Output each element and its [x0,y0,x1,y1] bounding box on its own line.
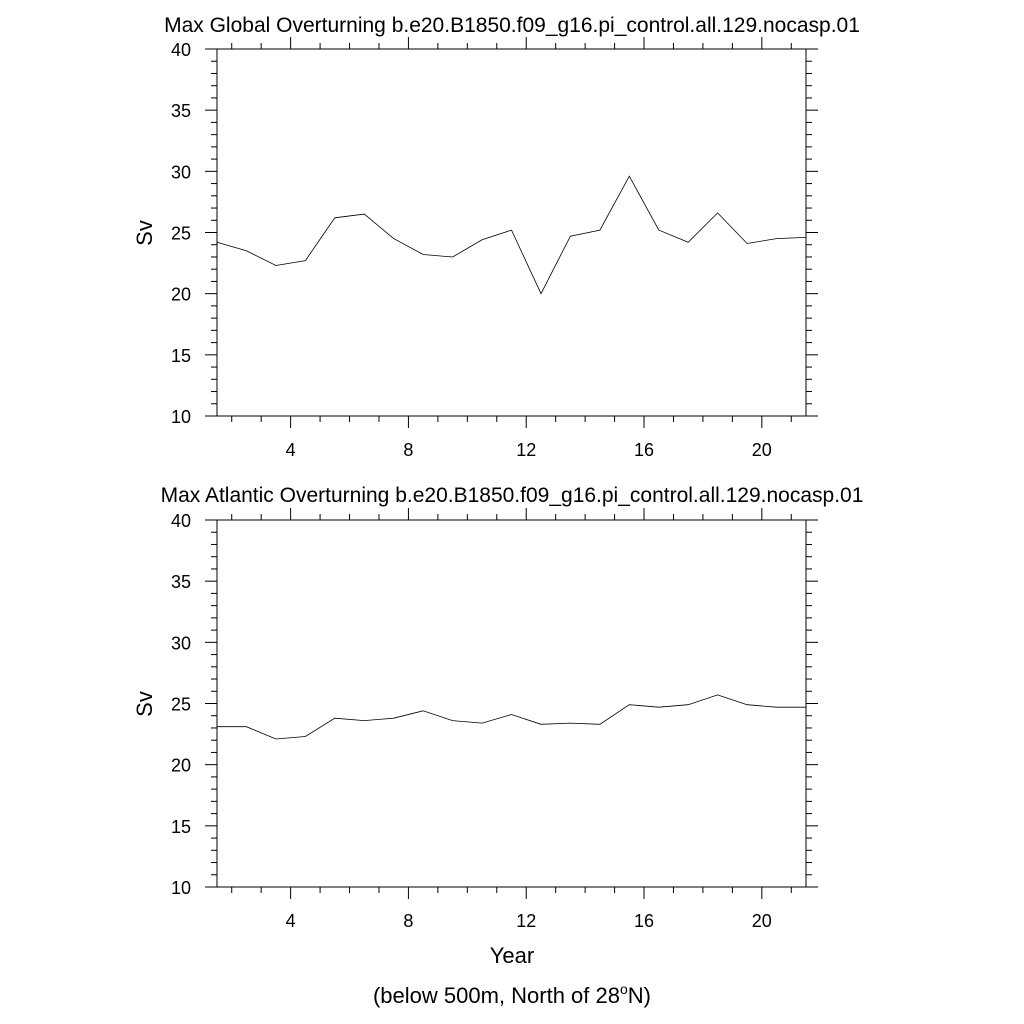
y-tick-label: 25 [170,694,191,715]
y-tick-label: 10 [170,407,191,427]
tick-labels [171,40,772,460]
y-axis-label: Sv [132,691,157,717]
y-tick-label: 30 [170,633,191,654]
tick-labels [171,511,772,931]
series-line [217,176,806,294]
y-tick-label: 35 [170,572,191,593]
series-group [217,695,806,739]
footnote-prefix: (below 500m, North of 28 [372,983,621,1008]
x-tick-label: 12 [516,911,537,931]
chart-title: Max Atlantic Overturning b.e20.B1850.f09_g16.pi_control.all.129.nocasp.01 [160,484,864,507]
atlantic-overturning-panel [132,484,863,968]
y-tick-label: 10 [170,878,191,898]
plot-frame [217,520,806,887]
y-tick-label: 20 [170,755,191,776]
series-line [217,695,806,739]
series-group [217,176,806,294]
x-tick-label: 4 [285,911,296,931]
y-tick-label: 40 [170,40,191,60]
chart-title: Max Global Overturning b.e20.B1850.f09_g16.pi_control.all.129.nocasp.01 [164,14,860,37]
y-tick-label: 25 [170,223,191,244]
y-tick-label: 30 [170,162,191,183]
footnote-superscript: o [620,981,628,997]
x-tick-label: 16 [634,911,655,931]
global-overturning-panel [132,14,860,460]
x-tick-label: 12 [516,440,537,460]
y-tick-label: 15 [170,345,191,366]
x-tick-label: 8 [403,911,414,931]
tick-group [205,37,818,428]
x-tick-label: 4 [285,440,296,460]
y-tick-label: 35 [170,101,191,122]
tick-group [205,508,818,899]
footnote-suffix: N) [627,983,652,1008]
x-tick-label: 20 [751,911,772,931]
y-tick-label: 15 [170,816,191,837]
footnote [373,981,651,1008]
plot-frame [217,49,806,416]
y-tick-label: 40 [170,511,191,531]
x-tick-label: 20 [751,440,772,460]
x-tick-label: 8 [403,440,414,460]
x-axis-label: Year [489,943,535,968]
y-axis-label: Sv [132,220,157,246]
x-tick-label: 16 [634,440,655,460]
y-tick-label: 20 [170,284,191,305]
